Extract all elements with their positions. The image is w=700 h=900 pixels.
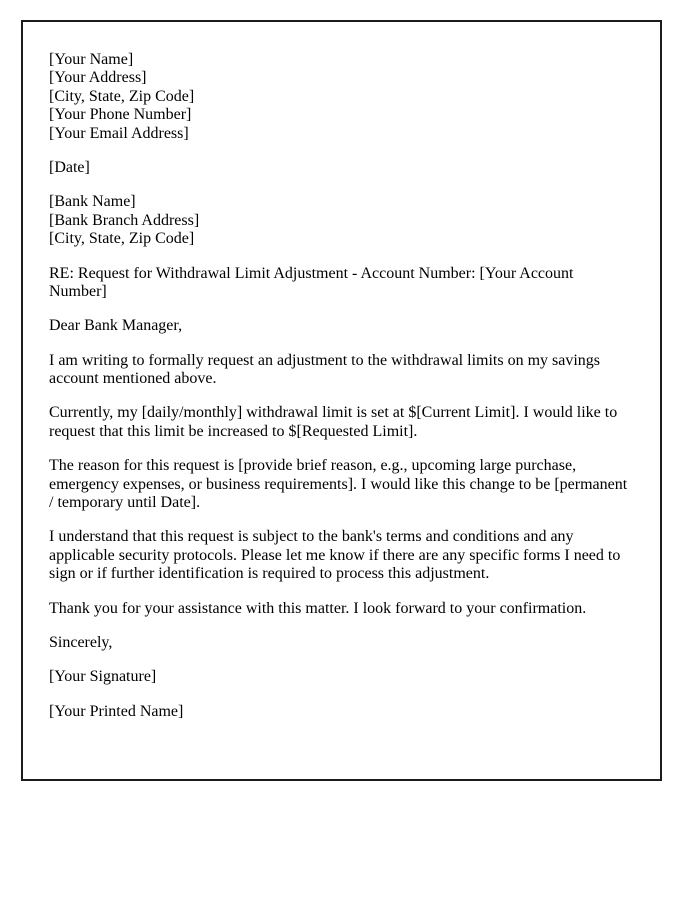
closing: Sincerely,: [49, 633, 113, 651]
signature-placeholder: [Your Signature]: [49, 668, 157, 686]
sender-name: [Your Name]: [49, 51, 134, 68]
bank-city-state-zip: [City, State, Zip Code]: [49, 230, 195, 248]
sender-email: [Your Email Address]: [49, 124, 189, 142]
bank-branch-address: [Bank Branch Address]: [49, 211, 200, 229]
recipient-address-block: [49, 193, 634, 248]
body-paragraph-3: The reason for this request is [provide brief reason, e.g., upcoming large purchase, emergency expenses, or business requirements]. I would like this change to be [permanent / temporary until Date].: [49, 457, 628, 512]
body-paragraph-1: I am writing to formally request an adjustment to the withdrawal limits on my savings account mentioned above.: [49, 351, 601, 388]
subject-line: RE: Request for Withdrawal Limit Adjustment - Account Number: [Your Account Number]: [49, 264, 574, 300]
printed-name-placeholder: [Your Printed Name]: [49, 702, 184, 720]
bank-name: [Bank Name]: [49, 193, 136, 211]
sender-phone: [Your Phone Number]: [49, 106, 192, 124]
body-paragraph-2: Currently, my [daily/monthly] withdrawal limit is set at $[Current Limit]. I would like to request that this limit be increased to $[Requested Limit].: [49, 404, 618, 440]
sender-address: [Your Address]: [49, 69, 147, 87]
sender-address-block: [49, 51, 634, 143]
sender-city-state-zip: [City, State, Zip Code]: [49, 87, 195, 105]
letter-document: [21, 20, 662, 781]
salutation: Dear Bank Manager,: [49, 317, 183, 335]
date-line: [Date]: [49, 158, 90, 176]
body-paragraph-4: I understand that this request is subject to the bank's terms and conditions and any applicable security protocols. Please let me know if there are any specific forms I need to sign or if further identification is required to process this adjustment.: [49, 528, 621, 583]
thanks-line: Thank you for your assistance with this matter. I look forward to your confirmation.: [49, 599, 587, 617]
